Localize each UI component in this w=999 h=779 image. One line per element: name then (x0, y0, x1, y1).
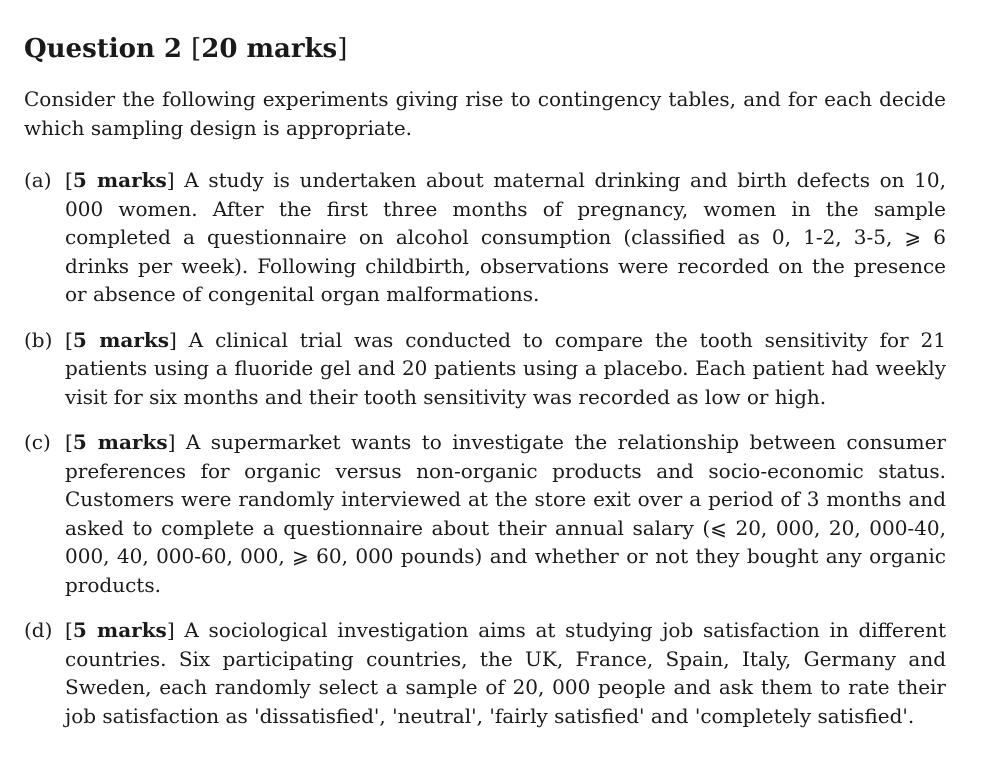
question-marks-close: ] (337, 34, 348, 64)
question-marks-open: [ (191, 34, 202, 64)
part-letter: (a) (24, 168, 52, 193)
part-text: A clinical trial was conducted to compare the tooth sensitivity for 21 patients using a fluoride gel and 20 patients using a placebo. Each patient had weekly visit for six months and their tooth sensitivity was recorded as low or high. (65, 327, 946, 409)
part-text: A supermarket wants to investigate the relationship between consumer preferences for organic versus non-organic products and socio-economic status. Customers were randomly interviewed at the store exit over a period of 3 months and asked to complete a questionnaire about their annual salary (⩽ 20, 000, 20, 000-40, 000, 40, 000-60, 000, ⩾ 60, 000 pounds) and whether or not they bought any organic products. (65, 430, 946, 597)
question-parts (24, 166, 946, 730)
question-page (24, 34, 946, 747)
part-a (24, 166, 946, 309)
part-marks: [5 marks] (65, 430, 176, 455)
part-d (24, 616, 946, 730)
part-marks: [5 marks] (65, 327, 177, 352)
question-title (24, 34, 946, 65)
part-letter: (b) (24, 327, 53, 352)
part-marks: [5 marks] (65, 618, 175, 643)
question-marks: 20 marks (201, 34, 338, 64)
part-b (24, 326, 946, 412)
part-c (24, 428, 946, 599)
part-letter: (c) (24, 430, 51, 455)
question-intro: Consider the following experiments giving rise to contingency tables, and for each decide which sampling design is appropriate. (24, 87, 946, 140)
part-letter: (d) (24, 618, 53, 643)
part-marks: [5 marks] (65, 168, 175, 193)
part-text: A sociological investigation aims at studying job satisfaction in different countries. Six participating countries, the UK, France, Spain, Italy, Germany and Sweden, each randomly select a sample of 20, 000 people and ask them to rate their job satisfaction as 'dissatisfied', 'neutral', 'fairly satisfied' and 'completely satisfied'. (65, 618, 947, 728)
part-text: A study is undertaken about maternal drinking and birth defects on 10, 000 women. After the first three months of pregnancy, women in the sample completed a questionnaire on alcohol consumption (classified as 0, 1-2, 3-5, ⩾ 6 drinks per week). Following childbirth, observations were recorded on the presence or absence of congenital organ malformations. (65, 168, 946, 307)
question-title-text: Question 2 (24, 34, 183, 64)
